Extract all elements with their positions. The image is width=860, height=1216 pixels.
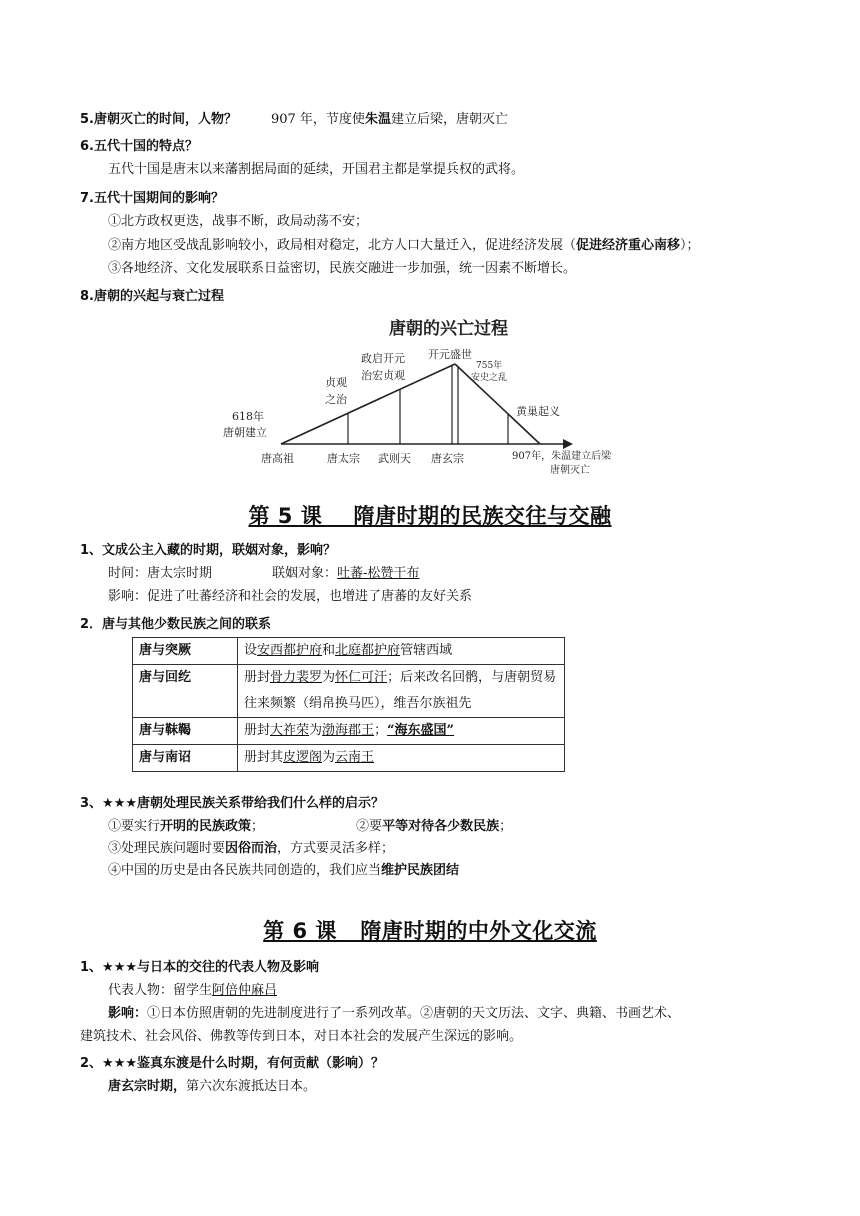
q8-question: 8.唐朝的兴起与衰亡过程 xyxy=(80,289,224,304)
end-event-2: 唐朝灭亡 xyxy=(550,465,590,476)
start-event: 唐朝建立 xyxy=(223,426,267,439)
zhenguan-label-2: 之治 xyxy=(325,393,347,406)
text-underlined: 渤海郡王 xyxy=(322,723,375,738)
text: ③处理民族问题时要 xyxy=(108,841,226,856)
text: ④中国的历史是由各民族共同创造的，我们应当 xyxy=(108,863,382,878)
text: ； xyxy=(374,723,388,738)
text: ，方式要灵活多样； xyxy=(277,841,395,856)
l5-q1: 1、文成公主入藏的时期，联姻对象，影响？ xyxy=(80,543,337,558)
text: 册封 xyxy=(244,723,271,738)
text-underlined: 云南王 xyxy=(335,750,375,765)
emperor-gaozu: 唐高祖 xyxy=(261,452,294,465)
text: 和 xyxy=(322,643,336,658)
text-underlined: 骨力裴罗 xyxy=(270,670,323,685)
zhengqi-label-2: 治宏贞观 xyxy=(361,369,405,382)
text-underlined: 皮逻阁 xyxy=(283,750,323,765)
l5-impact: 影响：促进了吐蕃经济和社会的发展，也增进了唐蕃的友好关系 xyxy=(108,589,473,604)
emperor-xuanzong: 唐玄宗 xyxy=(431,452,464,465)
q7-item-3: ③各地经济、文化发展联系日益密切，民族交融进一步加强，统一因素不断增长。 xyxy=(108,261,577,276)
lesson-5-title: 第 5 课 隋唐时期的民族交往与交融 xyxy=(248,504,612,528)
text: 为 xyxy=(322,670,336,685)
q7-item-2-pre: ②南方地区受战乱影响较小，政局相对稳定，北方人口大量迁入，促进经济发展（ xyxy=(108,238,577,253)
text-underlined: 怀仁可汗 xyxy=(335,670,388,685)
text-bold: 平等对待各少数民族 xyxy=(382,819,500,834)
text: 册封其 xyxy=(244,750,284,765)
q7-item-2-bold: 促进经济重心南移 xyxy=(576,238,681,253)
huangchao-label: 黄巢起义 xyxy=(516,405,560,418)
l5-insight-3 xyxy=(108,840,394,858)
l6-impact-line-2: 建筑技术、社会风俗、佛教等传到日本，对日本社会的发展产生深远的影响。 xyxy=(80,1029,523,1044)
text: 设 xyxy=(244,643,258,658)
l5-q3: 3、★★★唐朝处理民族关系带给我们什么样的启示？ xyxy=(80,796,385,811)
row-key: 唐与回纥 xyxy=(133,665,238,718)
l5-insight-4 xyxy=(108,862,459,880)
text: 第六次东渡抵达日本。 xyxy=(186,1079,317,1094)
q7-item-2-post: ）； xyxy=(680,238,700,253)
l6-impact-line-1 xyxy=(108,1005,680,1023)
row-key: 唐与南诏 xyxy=(133,745,238,772)
l6-representative xyxy=(108,982,277,1000)
table-row xyxy=(133,665,565,718)
l6-q2: 2、★★★鉴真东渡是什么时期，有何贡献（影响）？ xyxy=(80,1056,385,1071)
q7-item-1: ①北方政权更迭，战事不断，政局动荡不安； xyxy=(108,214,369,229)
q7-item-2 xyxy=(108,237,700,255)
text: 册封 xyxy=(244,670,271,685)
start-year: 618年 xyxy=(232,410,264,423)
timeline-arrow xyxy=(563,439,573,449)
l5-q2: 2．唐与其他少数民族之间的联系 xyxy=(80,617,272,632)
l6-a2 xyxy=(108,1078,316,1096)
diagram-title: 唐朝的兴亡过程 xyxy=(389,319,508,339)
l6-q1: 1、★★★与日本的交往的代表人物及影响 xyxy=(80,960,320,975)
q5-answer-post: 建立后梁，唐朝灭亡 xyxy=(390,112,508,127)
l5-time: 时间：唐太宗时期 xyxy=(108,566,213,581)
l5-partner-value: 吐蕃-松赞干布 xyxy=(337,566,420,581)
emperor-wuzetian: 武则天 xyxy=(378,452,411,465)
text: ；后来改名回鹘，与唐朝贸易往来频繁（绢帛换马匹），维吾尔族祖先 xyxy=(244,670,557,711)
text-underlined: 北庭都护府 xyxy=(335,643,401,658)
text-bold: 开明的民族政策 xyxy=(160,819,252,834)
row-value xyxy=(238,745,565,772)
q5-question: 5.唐朝灭亡的时间，人物？ xyxy=(80,112,237,127)
anshi-event: 安史之乱 xyxy=(471,373,508,383)
text-underlined: “海东盛国” xyxy=(387,723,455,738)
q6-question: 6.五代十国的特点？ xyxy=(80,139,198,154)
text-underlined: 阿倍仲麻吕 xyxy=(212,983,278,998)
table-row xyxy=(133,638,565,665)
l5-partner-label: 联姻对象： xyxy=(272,566,338,581)
text-bold: 维护民族团结 xyxy=(381,863,460,878)
ethnic-relations-table xyxy=(132,637,565,772)
text-bold: 因俗而治 xyxy=(225,841,278,856)
q5-answer-bold: 朱温 xyxy=(364,112,391,127)
q7-question: 7.五代十国期间的影响？ xyxy=(80,191,224,206)
emperor-taizong: 唐太宗 xyxy=(327,452,360,465)
text: 为 xyxy=(322,750,336,765)
text: 代表人物：留学生 xyxy=(108,983,213,998)
text: ①要实行 xyxy=(108,819,161,834)
kaiyuan-label: 开元盛世 xyxy=(428,348,472,361)
text-bold: 影响： xyxy=(108,1006,148,1021)
table-row xyxy=(133,718,565,745)
end-event-1: 907年，朱温建立后梁 xyxy=(512,451,612,462)
text-bold: 唐玄宗时期， xyxy=(108,1079,187,1094)
text-underlined: 安西都护府 xyxy=(257,643,323,658)
tang-rise-fall-diagram xyxy=(215,314,655,484)
q5-line xyxy=(80,111,508,129)
text: ②要 xyxy=(356,819,383,834)
l5-insight-1-2 xyxy=(108,818,512,836)
q6-answer: 五代十国是唐末以来藩割据局面的延续，开国君主都是掌提兵权的武将。 xyxy=(108,162,525,177)
text: ②唐朝的天文历法、文字、典籍、书画艺术、 xyxy=(420,1006,681,1021)
row-key: 唐与靺鞨 xyxy=(133,718,238,745)
lesson-6-title: 第 6 课 隋唐时期的中外文化交流 xyxy=(263,919,597,943)
text: ①日本仿照唐朝的先进制度进行了一系列改革。 xyxy=(147,1006,421,1021)
text: ； xyxy=(251,819,265,834)
l5-q1-time-partner xyxy=(108,565,419,583)
row-value xyxy=(238,665,565,718)
anshi-year: 755年 xyxy=(476,361,503,371)
zhenguan-label-1: 贞观 xyxy=(325,376,347,389)
row-value xyxy=(238,718,565,745)
table-row xyxy=(133,745,565,772)
text-underlined: 大祚荣 xyxy=(270,723,310,738)
zhengqi-label-1: 政启开元 xyxy=(361,352,405,365)
text: ； xyxy=(499,819,513,834)
row-value xyxy=(238,638,565,665)
row-key: 唐与突厥 xyxy=(133,638,238,665)
q5-answer-pre: 907 年，节度使 xyxy=(270,112,365,127)
text: 管辖西域 xyxy=(400,643,453,658)
text: 为 xyxy=(309,723,323,738)
